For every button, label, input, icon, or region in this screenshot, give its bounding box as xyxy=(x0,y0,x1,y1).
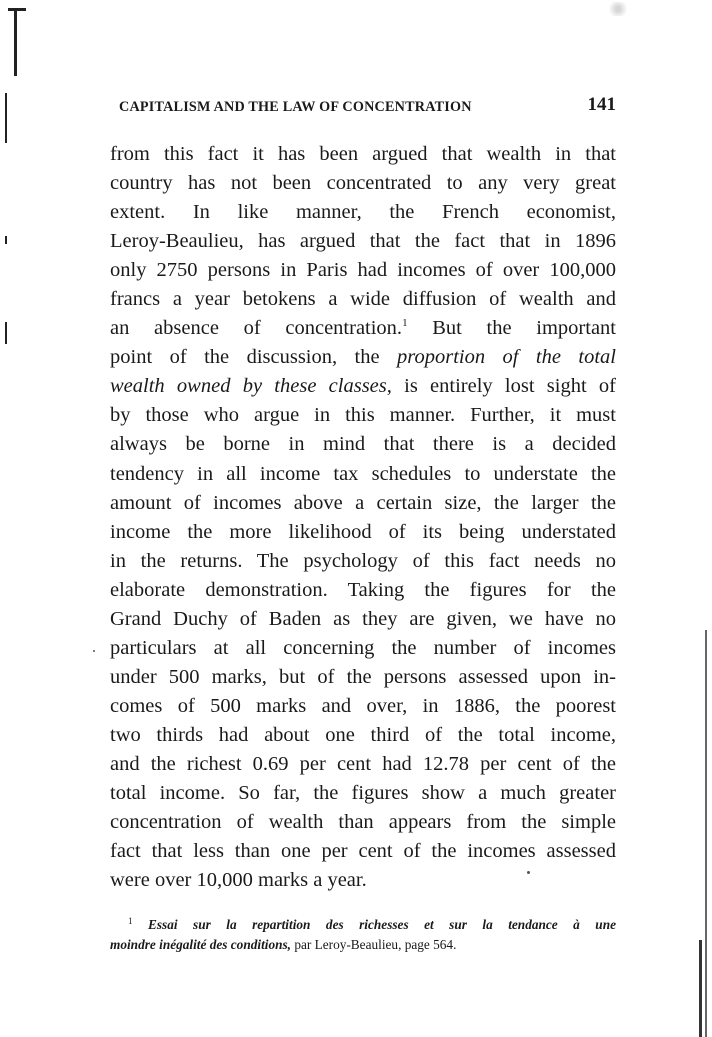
text-line xyxy=(110,314,616,343)
line-text: concentration of wealth than appears from the simple xyxy=(110,811,616,834)
footnote-marker: 1 xyxy=(128,916,133,926)
text-line xyxy=(110,663,616,692)
line-text: income the more likelihood of its being understated xyxy=(110,520,616,543)
text-line xyxy=(110,518,616,547)
line-text: from this fact it has been argued that wealth in that xyxy=(110,143,616,165)
margin-scan-mark xyxy=(14,8,17,76)
text-line xyxy=(110,576,616,605)
text-line xyxy=(110,837,616,866)
line-text: two thirds had about one third of the total income, xyxy=(110,723,616,746)
line-text: point of the discussion, the xyxy=(110,346,398,369)
text-line xyxy=(110,779,616,808)
running-head-title: CAPITALISM AND THE LAW OF CONCENTRATION xyxy=(119,99,472,115)
line-text: elaborate demonstration. Taking the figures for the xyxy=(110,578,616,601)
line-text: country has not been concentrated to any very great xyxy=(110,172,616,195)
text-line xyxy=(110,343,616,372)
line-text: were over 10,000 marks a year. xyxy=(110,869,367,892)
scan-smudge xyxy=(604,2,632,16)
margin-scan-mark xyxy=(5,322,7,344)
text-line xyxy=(110,547,616,576)
page-edge-shadow xyxy=(705,630,707,1037)
text-line xyxy=(110,808,616,837)
line-text: amount of incomes above a certain size, the larger the xyxy=(110,491,616,514)
text-line xyxy=(110,750,616,779)
text-line xyxy=(110,227,616,256)
text-line xyxy=(110,285,616,314)
text-line xyxy=(110,401,616,430)
margin-scan-mark xyxy=(5,93,7,143)
line-text: tendency in all income tax schedules to understate the xyxy=(110,462,616,485)
italic-phrase: wealth owned by these classes, xyxy=(110,375,392,398)
line-text: francs a year betokens a wide diffusion of wealth and xyxy=(110,288,616,311)
line-text: fact that less than one per cent of the incomes assessed xyxy=(110,840,616,863)
footnote-line xyxy=(110,915,616,935)
line-text: Leroy-Beaulieu, has argued that the fact that in 1896 xyxy=(110,230,616,253)
footnote-reference: 1 xyxy=(402,317,408,330)
line-text: and the richest 0.69 per cent had 12.78 per cent of the xyxy=(110,752,616,775)
line-text: comes of 500 marks and over, in 1886, the poorest xyxy=(110,694,616,717)
line-text: under 500 marks, but of the persons assessed upon in- xyxy=(110,665,616,688)
text-line xyxy=(110,198,616,227)
footnote-title: Essai sur la repartition des richesses et sur la tendance à une xyxy=(147,917,617,932)
line-text: particulars at all concerning the number of incomes xyxy=(110,636,616,659)
text-line xyxy=(110,256,616,285)
text-line xyxy=(110,721,616,750)
scan-speck xyxy=(527,871,530,874)
text-line xyxy=(110,140,616,169)
scan-speck xyxy=(93,650,95,652)
text-line xyxy=(110,169,616,198)
line-text: extent. In like manner, the French economist, xyxy=(110,201,616,224)
line-text: Grand Duchy of Baden as they are given, we have no xyxy=(110,607,616,630)
line-text: is entirely lost sight of xyxy=(391,375,616,398)
footnote-title-cont: moindre inégalité des conditions, xyxy=(110,937,291,952)
margin-scan-mark xyxy=(8,8,26,11)
text-line xyxy=(110,634,616,663)
text-line xyxy=(110,866,616,895)
text-line xyxy=(110,372,616,401)
text-line xyxy=(110,489,616,518)
footnote-line xyxy=(110,935,616,955)
text-line xyxy=(110,692,616,721)
page-number: 141 xyxy=(587,94,616,115)
line-text: only 2750 persons in Paris had incomes of over 100,000 xyxy=(110,259,616,282)
line-text: by those who argue in this manner. Further, it must xyxy=(110,404,616,427)
margin-scan-mark xyxy=(5,236,7,244)
line-text: an absence of concentration. xyxy=(110,317,403,340)
footnote xyxy=(110,915,616,955)
running-head xyxy=(113,94,616,120)
text-line xyxy=(110,430,616,459)
text-line xyxy=(110,460,616,489)
line-text: But the important xyxy=(407,317,617,340)
line-text: in the returns. The psychology of this fact needs no xyxy=(110,549,616,572)
footnote-citation: par Leroy-Beaulieu, page 564. xyxy=(291,937,457,952)
italic-phrase: proportion of the total xyxy=(397,346,616,369)
text-line xyxy=(110,605,616,634)
line-text: total income. So far, the figures show a much greater xyxy=(110,782,616,805)
page-edge-shadow xyxy=(699,940,702,1037)
line-text: always be borne in mind that there is a decided xyxy=(110,433,616,456)
body-text xyxy=(110,140,616,895)
